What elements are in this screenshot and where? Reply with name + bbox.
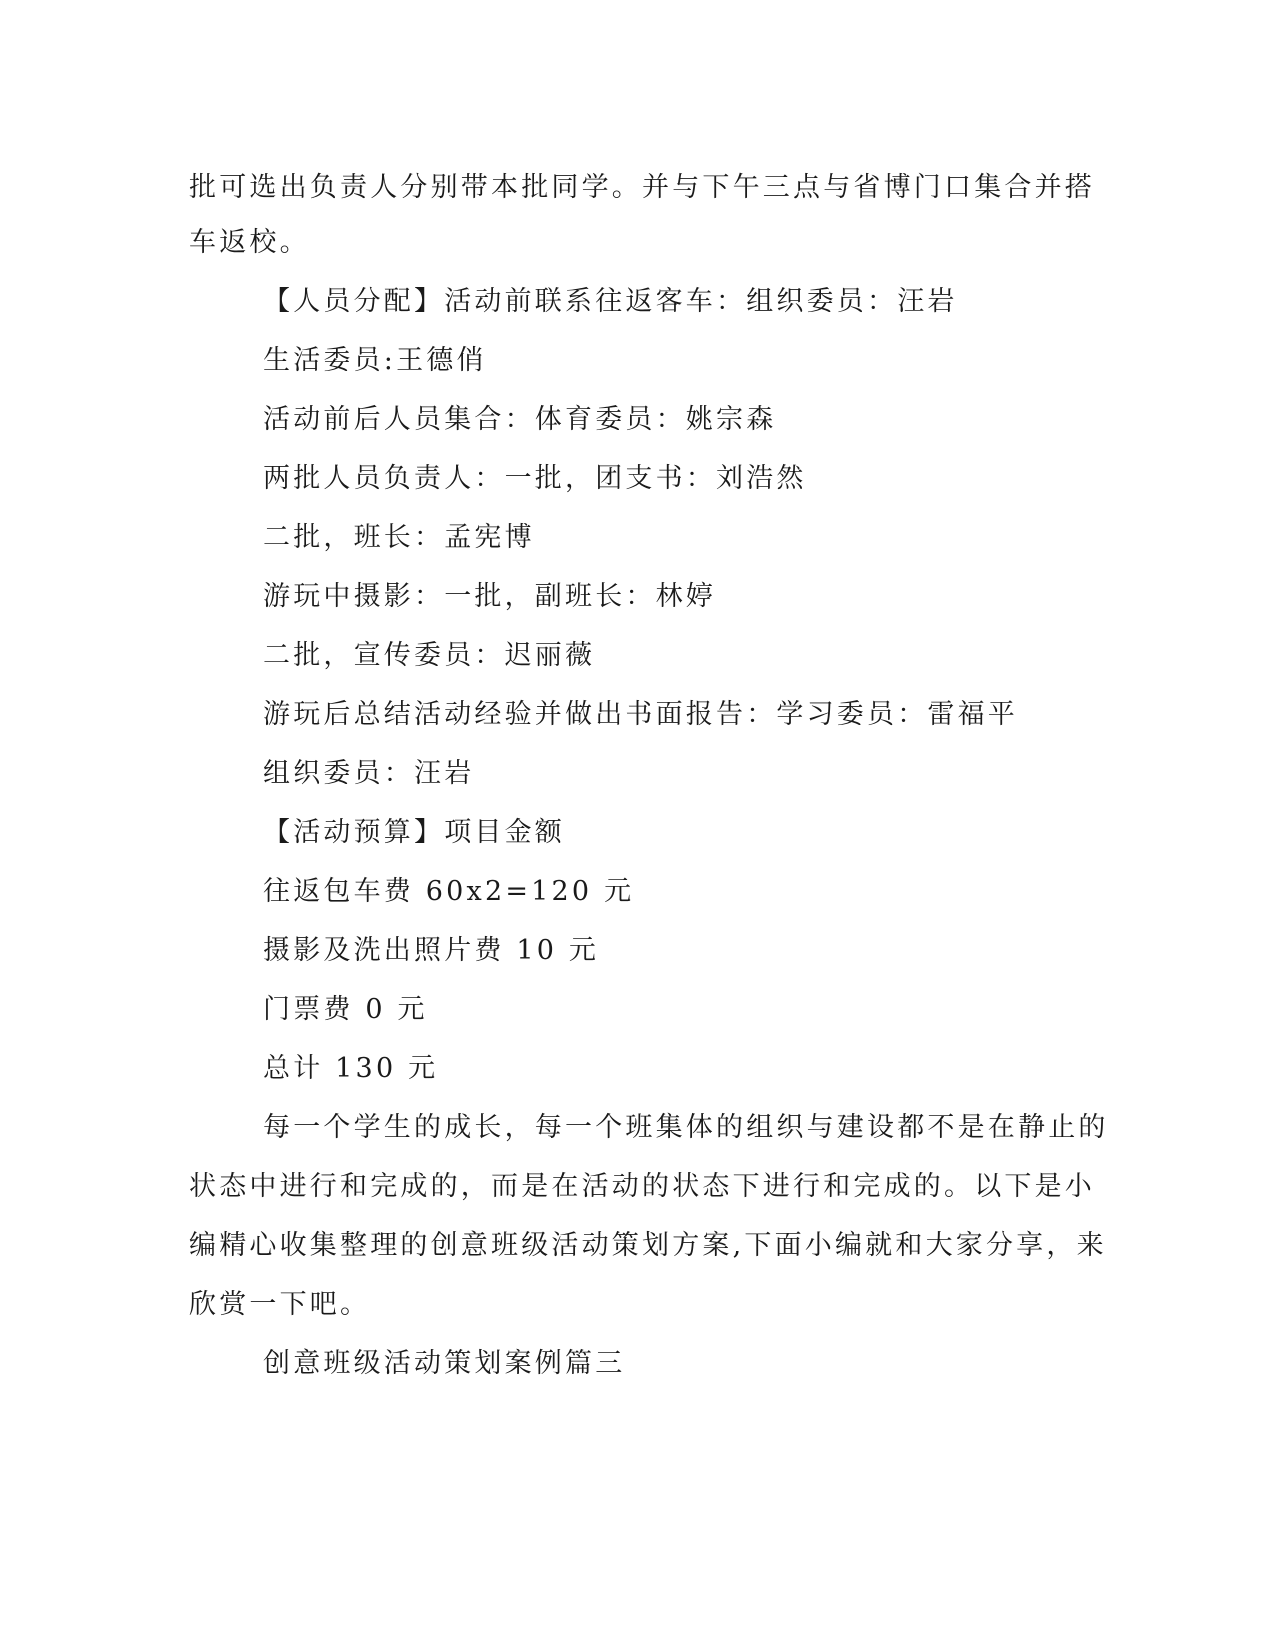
text-line-5: 活动前后人员集合：体育委员：姚宗森 [263, 404, 777, 435]
text-line-20: 欣赏一下吧。 [189, 1289, 371, 1320]
text-line-14: 摄影及洗出照片费 10 元 [263, 935, 600, 966]
text-line-16: 总计 130 元 [263, 1053, 439, 1084]
text-line-7: 二批，班长：孟宪博 [263, 522, 535, 553]
text-line-9: 二批，宣传委员：迟丽薇 [263, 640, 596, 671]
text-line-6: 两批人员负责人：一批，团支书：刘浩然 [263, 463, 807, 494]
text-line-11: 组织委员：汪岩 [263, 758, 475, 789]
text-line-3: 【人员分配】活动前联系往返客车：组织委员：汪岩 [263, 286, 958, 317]
text-line-18: 状态中进行和完成的，而是在活动的状态下进行和完成的。以下是小 [189, 1171, 1095, 1202]
text-line-8: 游玩中摄影：一批，副班长：林婷 [263, 581, 716, 612]
text-line-12: 【活动预算】项目金额 [263, 817, 565, 848]
text-line-21: 创意班级活动策划案例篇三 [263, 1348, 626, 1379]
text-line-4: 生活委员:王德俏 [263, 345, 487, 376]
text-line-17: 每一个学生的成长，每一个班集体的组织与建设都不是在静止的 [263, 1112, 1109, 1143]
text-line-19: 编精心收集整理的创意班级活动策划方案,下面小编就和大家分享，来 [189, 1230, 1107, 1261]
text-line-13: 往返包车费 60x2=120 元 [263, 876, 635, 907]
text-line-1: 批可选出负责人分别带本批同学。并与下午三点与省博门口集合并搭 [189, 172, 1095, 203]
text-line-2: 车返校。 [189, 227, 310, 258]
text-line-10: 游玩后总结活动经验并做出书面报告：学习委员：雷福平 [263, 699, 1018, 730]
text-line-15: 门票费 0 元 [263, 994, 428, 1025]
